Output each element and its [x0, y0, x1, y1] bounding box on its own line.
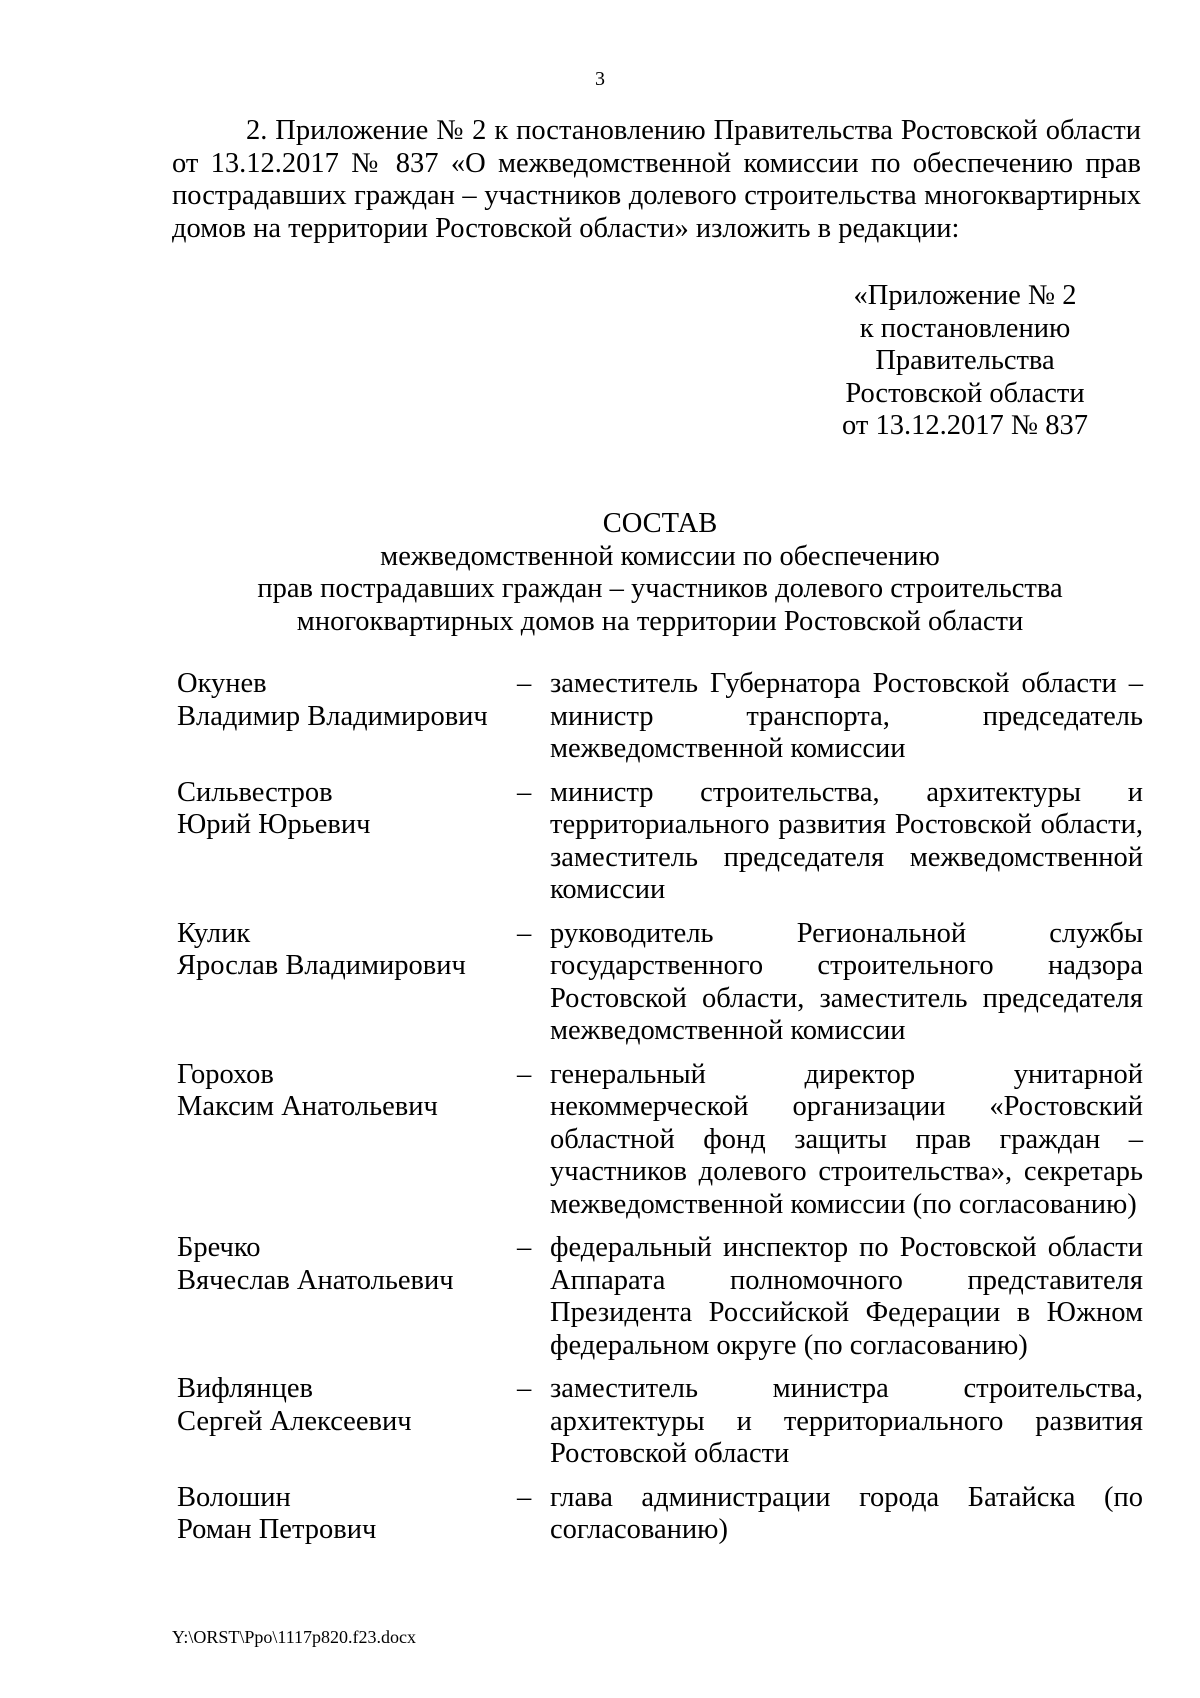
title-line: прав пострадавших граждан – участников долевого строительства [257, 573, 1063, 604]
member-given-names: Сергей Алексеевич [177, 1405, 412, 1437]
member-given-names: Вячеслав Анатольевич [177, 1264, 454, 1296]
title-line: межведомственной комиссии по обеспечению [380, 540, 940, 572]
member-surname: Кулик [177, 917, 251, 949]
member-surname: Сильвестров [177, 776, 333, 808]
document-title [0, 508, 1200, 638]
member-row [177, 777, 1143, 907]
member-given-names: Роман Петрович [177, 1514, 377, 1545]
dash: – [517, 917, 532, 949]
dash: – [517, 1058, 532, 1090]
appendix-line: «Приложение № 2 [853, 280, 1077, 311]
member-row [177, 1482, 1143, 1547]
member-surname: Волошин [177, 1481, 291, 1513]
member-name [177, 777, 517, 842]
appendix-line: Правительства [875, 345, 1055, 376]
intro-paragraph: 2. Приложение № 2 к постановлению Правительства Ростовской области от 13.12.2017 № 837 «О межведомственной комиссии по обеспечению прав пострадавших граждан – участников долевого строительства многоквартирных домов на территории Ростовской области» изложить в редакции: [172, 115, 1141, 244]
appendix-line: к постановлению [859, 312, 1071, 344]
file-path-footer: Y:\ORST\Ppo\1117p820.f23.docx [172, 1627, 417, 1647]
member-role: заместитель министра строительства, архитектуры и территориального развития Ростовской области [550, 1373, 1143, 1469]
member-row [177, 1232, 1143, 1362]
member-given-names: Юрий Юрьевич [177, 809, 371, 840]
members-list [177, 668, 1143, 1558]
title-main: СОСТАВ [602, 508, 718, 539]
member-role: заместитель Губернатора Ростовской области – министр транспорта, председатель межведомственной комиссии [550, 668, 1143, 764]
dash: – [517, 1481, 532, 1513]
appendix-line: Ростовской области [845, 377, 1085, 409]
member-row [177, 1373, 1143, 1471]
dash: – [517, 1232, 532, 1263]
page-number: 3 [595, 68, 605, 90]
member-name [177, 1059, 517, 1124]
member-given-names: Ярослав Владимирович [177, 950, 466, 981]
member-row [177, 918, 1143, 1048]
member-role: глава администрации города Батайска (по согласованию) [550, 1481, 1143, 1545]
member-role: министр строительства, архитектуры и территориального развития Ростовской области, заместитель председателя межведомственной комиссии [550, 776, 1143, 905]
member-row [177, 668, 1143, 766]
member-name [177, 1482, 517, 1547]
member-given-names: Владимир Владимирович [177, 700, 488, 732]
member-surname: Окунев [177, 668, 267, 699]
dash: – [517, 668, 532, 699]
appendix-reference [830, 280, 1100, 443]
member-role: федеральный инспектор по Ростовской области Аппарата полномочного представителя Президента Российской Федерации в Южном федеральном округе (по согласованию) [550, 1232, 1143, 1361]
appendix-line: от 13.12.2017 № 837 [842, 410, 1088, 441]
member-name [177, 918, 517, 983]
member-surname: Вифлянцев [177, 1373, 313, 1404]
member-row [177, 1059, 1143, 1222]
member-role: генеральный директор унитарной некоммерческой организации «Ростовский областной фонд защиты прав граждан – участников долевого строительства», секретарь межведомственной комиссии (по согласованию) [550, 1058, 1143, 1220]
member-surname: Бречко [177, 1232, 261, 1263]
member-name [177, 1232, 517, 1297]
dash: – [517, 1373, 532, 1404]
member-name [177, 1373, 517, 1438]
title-line: многоквартирных домов на территории Ростовской области [296, 605, 1024, 637]
member-given-names: Максим Анатольевич [177, 1091, 438, 1122]
dash: – [517, 776, 532, 808]
member-name [177, 668, 517, 733]
member-surname: Горохов [177, 1058, 274, 1090]
member-role: руководитель Региональной службы государственного строительного надзора Ростовской области, заместитель председателя межведомственной комиссии [550, 917, 1143, 1046]
